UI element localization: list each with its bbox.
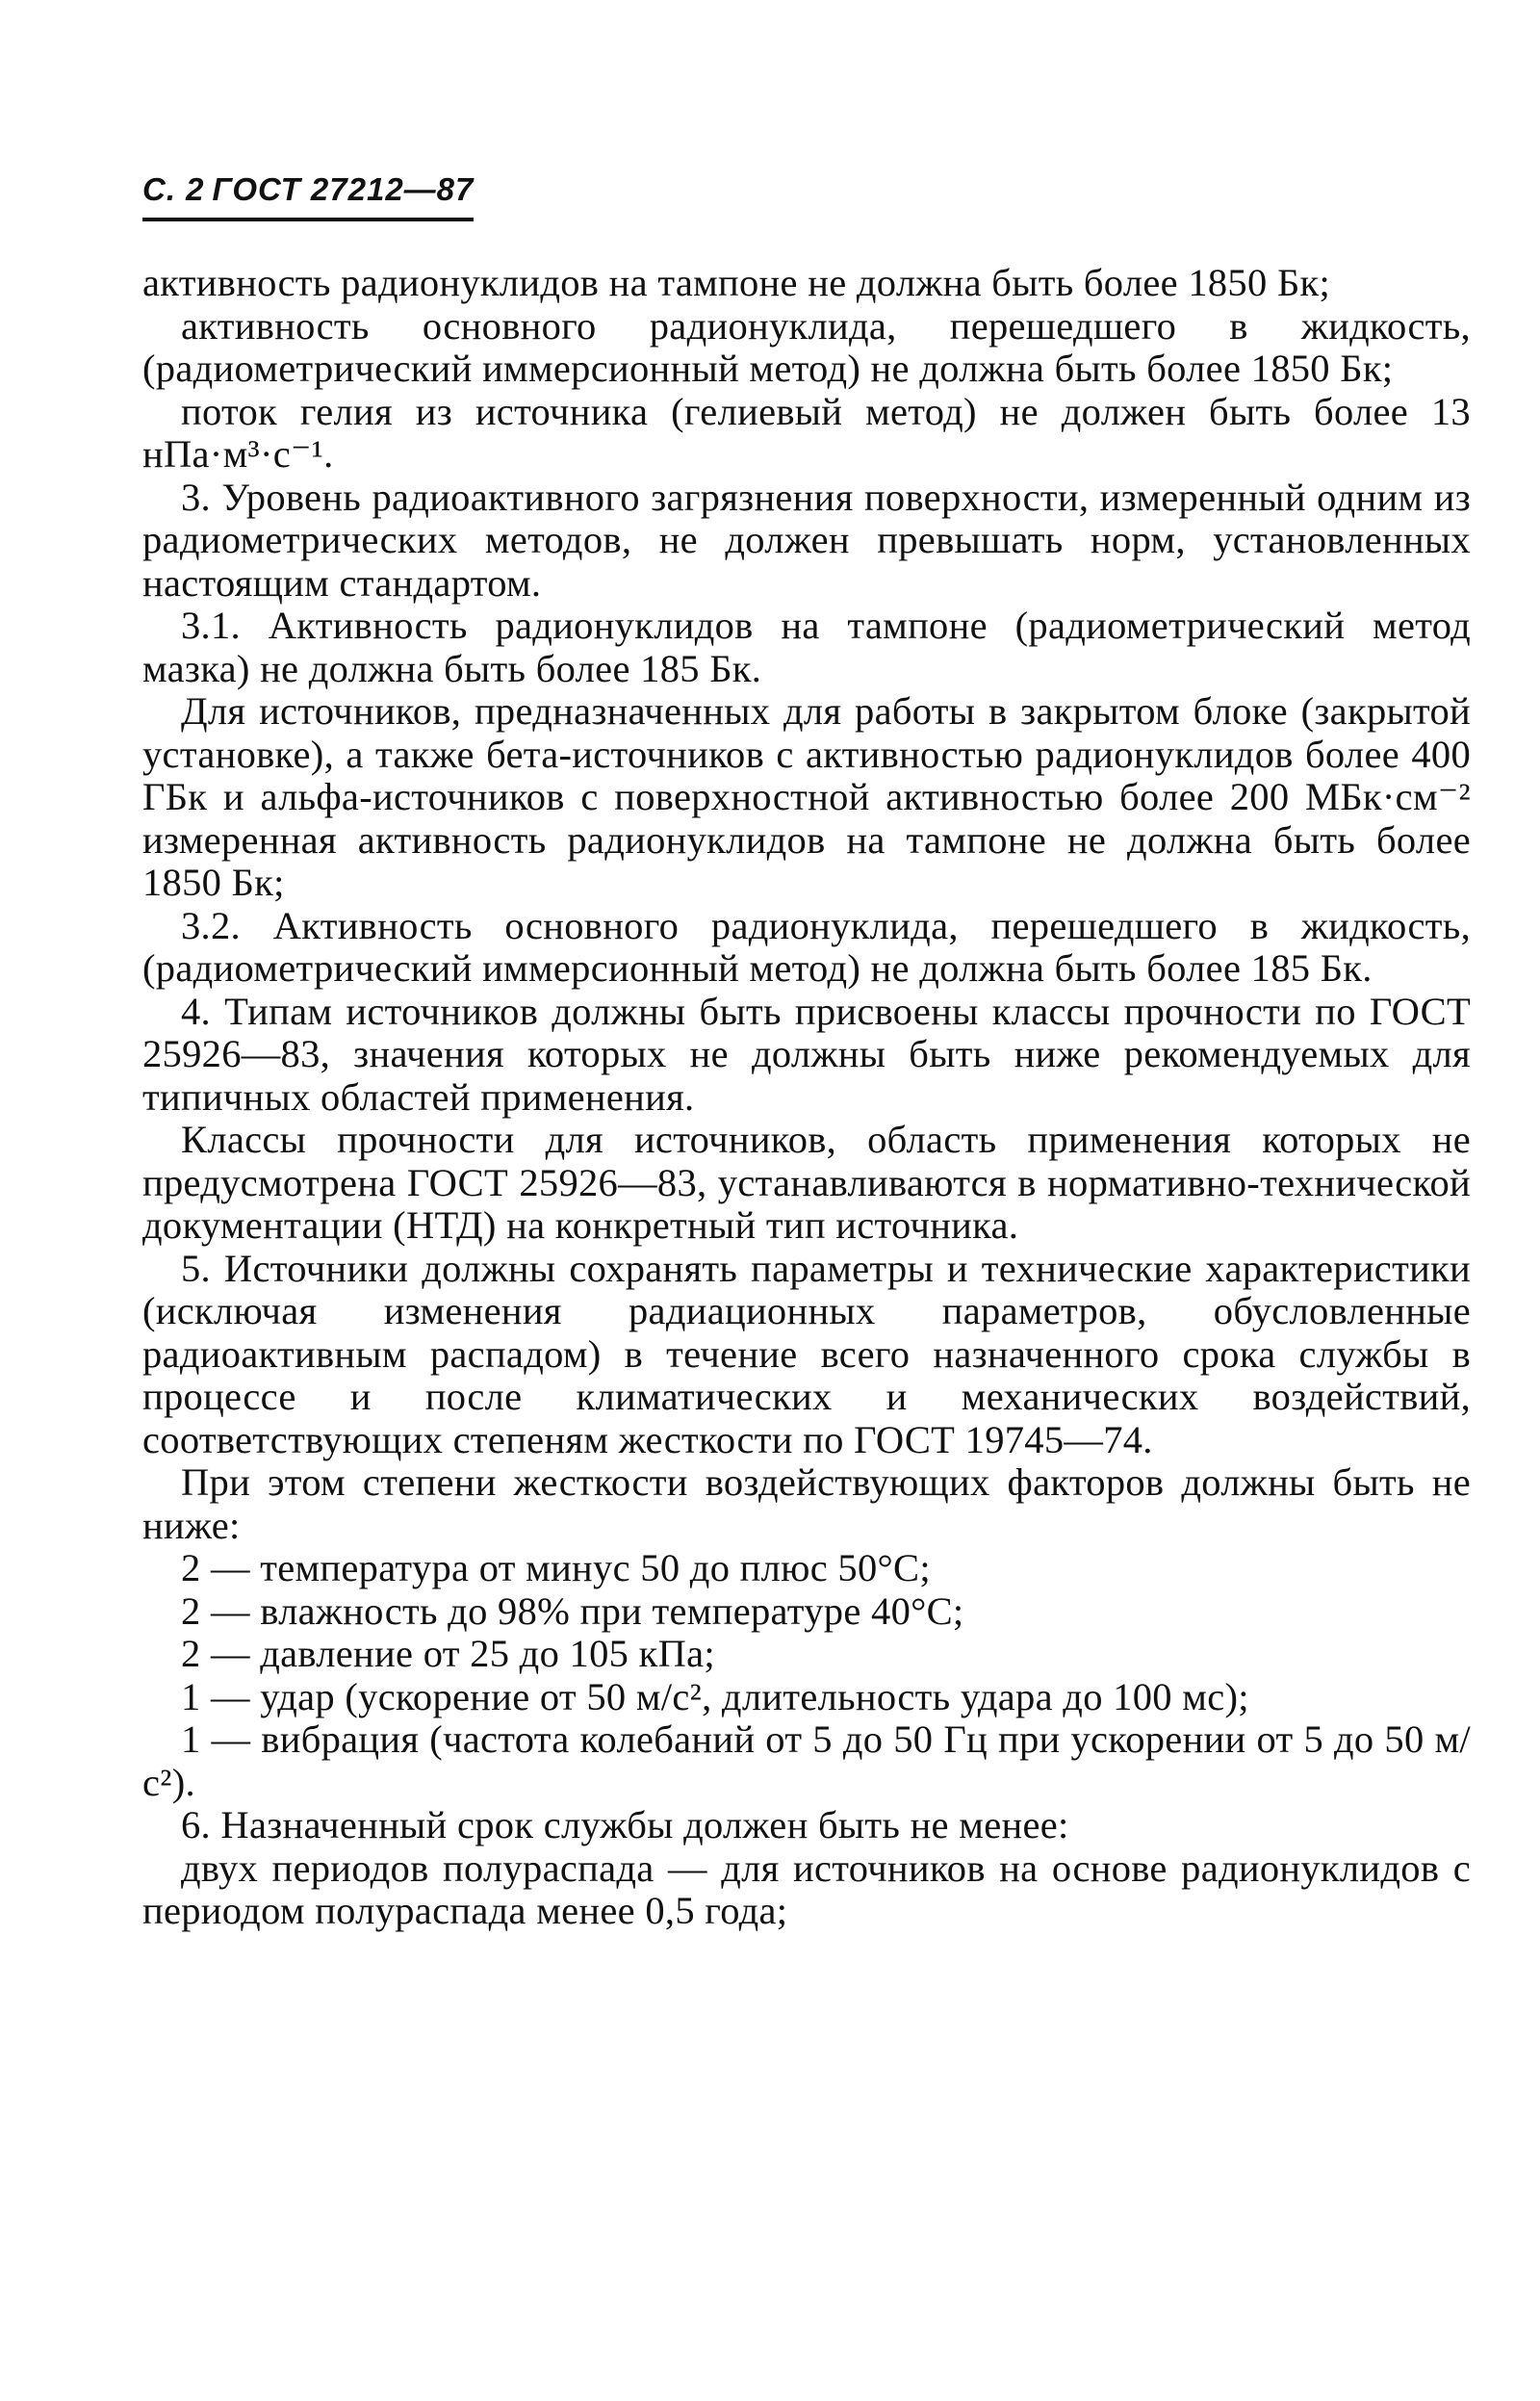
paragraph: поток гелия из источника (гелиевый метод) не должен быть более 13 нПа·м³·с⁻¹. — [142, 389, 1471, 476]
paragraph: активность основного радионуклида, перешедшего в жидкость, (радиометрический иммерсионный метод) не должна быть более 1850 Бк; — [142, 303, 1471, 390]
list-item: 1 — удар (ускорение от 50 м/с², длительность удара до 100 мс); — [181, 1674, 1249, 1718]
list-item: 2 — температура от минус 50 до плюс 50°С; — [181, 1546, 931, 1589]
document-page — [142, 171, 1471, 1933]
paragraph: 3.2. Активность основного радионуклида, перешедшего в жидкость, (радиометрический иммерсионный метод) не должна быть более 185 Бк. — [142, 903, 1471, 990]
paragraph: 4. Типам источников должны быть присвоены классы прочности по ГОСТ 25926—83, значения которых не должны быть ниже рекомендуемых для типичных областей применения. — [142, 989, 1471, 1119]
paragraph: 5. Источники должны сохранять параметры и технические характеристики (исключая изменения радиационных параметров, обусловленные радиоактивным распадом) в течение всего назначенного срока службы в процессе и после климатических и механических воздействий, соответствующих степеням жесткости по ГОСТ 19745—74. — [142, 1246, 1471, 1461]
list-item: 1 — вибрация (частота колебаний от 5 до 50 Гц при ускорении от 5 до 50 м/с²). — [142, 1717, 1471, 1804]
paragraph: двух периодов полураспада — для источников на основе радионуклидов с периодом полураспада менее 0,5 года; — [142, 1846, 1471, 1932]
page-label: С. 2 — [142, 171, 205, 207]
paragraph: 3. Уровень радиоактивного загрязнения поверхности, измеренный одним из радиометрических методов, не должен превышать норм, установленных настоящим стандартом. — [142, 475, 1471, 605]
document-body — [142, 262, 1471, 1933]
list-item: 2 — давление от 25 до 105 кПа; — [181, 1632, 715, 1675]
page-header — [142, 171, 474, 221]
paragraph: Классы прочности для источников, область применения которых не предусмотрена ГОСТ 25926—83, устанавливаются в нормативно-технической документации (НТД) на конкретный тип источника. — [142, 1118, 1471, 1247]
doc-number: ГОСТ 27212—87 — [212, 171, 475, 207]
paragraph: активность радионуклидов на тампоне не должна быть более 1850 Бк; — [142, 261, 1331, 304]
paragraph: При этом степени жесткости воздействующих факторов должны быть не ниже: — [142, 1460, 1471, 1547]
list-item: 2 — влажность до 98% при температуре 40°С; — [181, 1588, 964, 1633]
paragraph: Для источников, предназначенных для работы в закрытом блоке (закрытой установке), а также бета-источников с активностью радионуклидов более 400 ГБк и альфа-источников с поверхностной активностью более 200 МБк·см⁻² измеренная активность радионуклидов на тампоне не должна быть более 1850 Бк; — [142, 689, 1471, 904]
paragraph: 3.1. Активность радионуклидов на тампоне (радиометрический метод мазка) не должна быть более 185 Бк. — [142, 604, 1471, 690]
paragraph: 6. Назначенный срок службы должен быть не менее: — [181, 1803, 1069, 1846]
